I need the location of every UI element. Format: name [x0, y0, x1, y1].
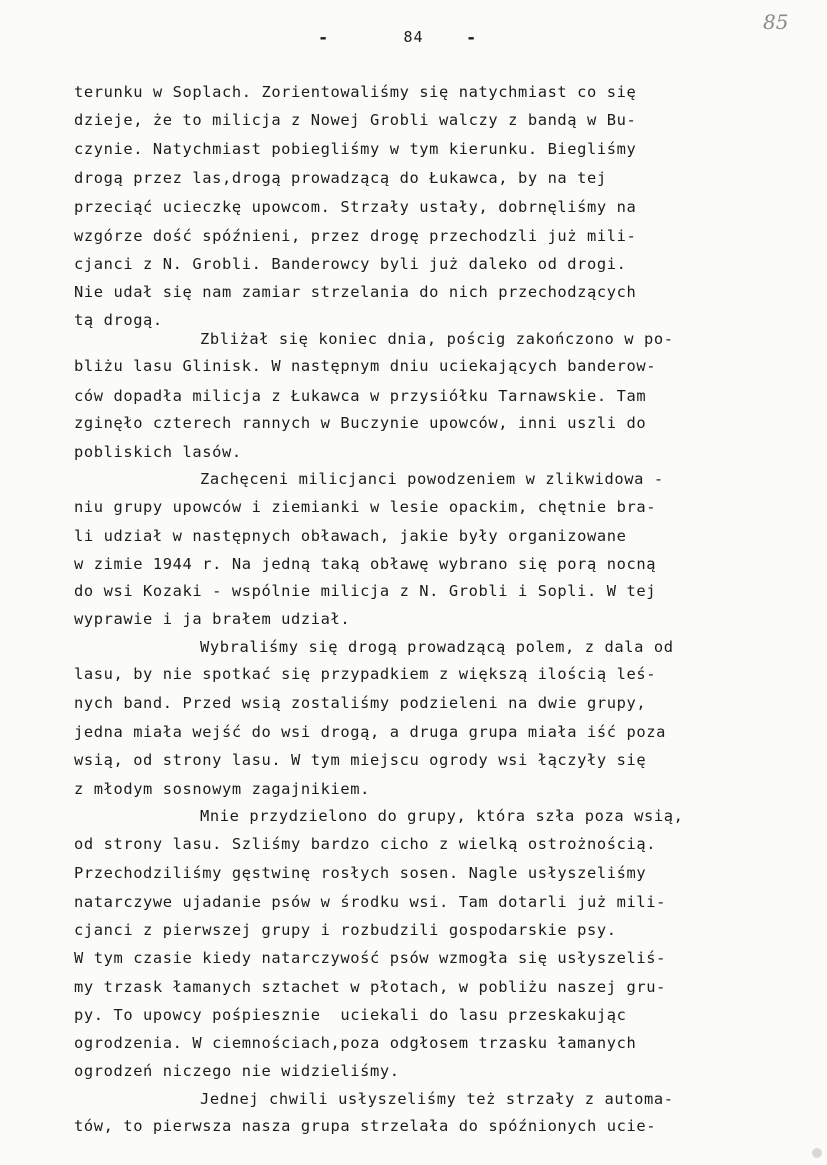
text-line: tą drogą. [74, 311, 163, 329]
page-number: 84 [403, 28, 424, 46]
text-line: my trzask łamanych sztachet w płotach, w pobliżu naszej gru- [74, 978, 666, 996]
text-line: nych band. Przed wsią zostaliśmy podzieleni na dwie grupy, [74, 694, 647, 712]
text-line: natarczywe ujadanie psów w środku wsi. Tam dotarli już mili- [74, 893, 666, 911]
text-line: Mnie przydzielono do grupy, która szła poza wsią, [200, 807, 684, 825]
text-line: terunku w Soplach. Zorientowaliśmy się natychmiast co się [74, 83, 637, 101]
text-line: Przechodziliśmy gęstwinę rosłych sosen. Nagle usłyszeliśmy [74, 864, 647, 882]
text-line: do wsi Kozaki - wspólnie milicja z N. Grobli i Sopli. W tej [74, 582, 657, 600]
text-line: wsią, od strony lasu. W tym miejscu ogrody wsi łączyły się [74, 751, 647, 769]
text-line: dzieje, że to milicja z Nowej Grobli walczy z bandą w Bu- [74, 111, 637, 129]
text-line: wyprawie i ja brałem udział. [74, 610, 351, 628]
text-line: ogrodzenia. W ciemnościach,poza odgłosem trzasku łamanych [74, 1034, 637, 1052]
text-line: w zimie 1944 r. Na jedną taką obławę wybrano się porą nocną [74, 555, 657, 573]
text-line: bliżu lasu Glinisk. W następnym dniu uciekających banderow- [74, 357, 657, 375]
text-line: cjanci z pierwszej grupy i rozbudzili gospodarskie psy. [74, 921, 617, 939]
page-number-dash-left: - [318, 28, 329, 48]
page-number-dash-right: - [466, 28, 477, 48]
scan-speck [812, 1148, 822, 1158]
text-line: ogrodzeń niczego nie widzieliśmy. [74, 1062, 400, 1080]
text-line: tów, to pierwsza nasza grupa strzelała do spóźnionych ucie- [74, 1117, 657, 1135]
text-line: czynie. Natychmiast pobiegliśmy w tym kierunku. Biegliśmy [74, 140, 637, 158]
handwritten-archive-number: 85 [763, 10, 789, 34]
text-line: drogą przez las,drogą prowadzącą do Łukawca, by na tej [74, 169, 607, 187]
text-line: li udział w następnych obławach, jakie były organizowane [74, 527, 627, 545]
text-line: py. To upowcy pośpiesznie uciekali do lasu przeskakując [74, 1006, 627, 1024]
text-line: Zachęceni milicjanci powodzeniem w zlikwidowa - [200, 470, 664, 488]
text-line: pobliskich lasów. [74, 443, 242, 461]
text-line: niu grupy upowców i ziemianki w lesie opackim, chętnie bra- [74, 498, 657, 516]
text-line: ców dopadła milicja z Łukawca w przysiółku Tarnawskie. Tam [74, 387, 647, 405]
text-line: zginęło czterech rannych w Buczynie upowców, inni uszli do [74, 414, 647, 432]
text-line: lasu, by nie spotkać się przypadkiem z większą ilością leś- [74, 665, 657, 683]
text-line: od strony lasu. Szliśmy bardzo cicho z wielką ostrożnością. [74, 835, 657, 853]
text-line: z młodym sosnowym zagajnikiem. [74, 780, 370, 798]
text-line: wzgórze dość spóźnieni, przez drogę przechodzli już mili- [74, 227, 637, 245]
text-line: Nie udał się nam zamiar strzelania do nich przechodzących [74, 283, 637, 301]
text-line: W tym czasie kiedy natarczywość psów wzmogła się usłyszeliś- [74, 949, 666, 967]
text-line: Jednej chwili usłyszeliśmy też strzały z automa- [200, 1090, 674, 1108]
text-line: Wybraliśmy się drogą prowadzącą polem, z dala od [200, 638, 674, 656]
text-line: jedna miała wejść do wsi drogą, a druga grupa miała iść poza [74, 723, 666, 741]
text-line: Zbliżał się koniec dnia, pościg zakończono w po- [200, 330, 674, 348]
text-line: przeciąć ucieczkę upowcom. Strzały ustały, dobrnęliśmy na [74, 198, 637, 216]
text-line: cjanci z N. Grobli. Banderowcy byli już daleko od drogi. [74, 255, 627, 273]
